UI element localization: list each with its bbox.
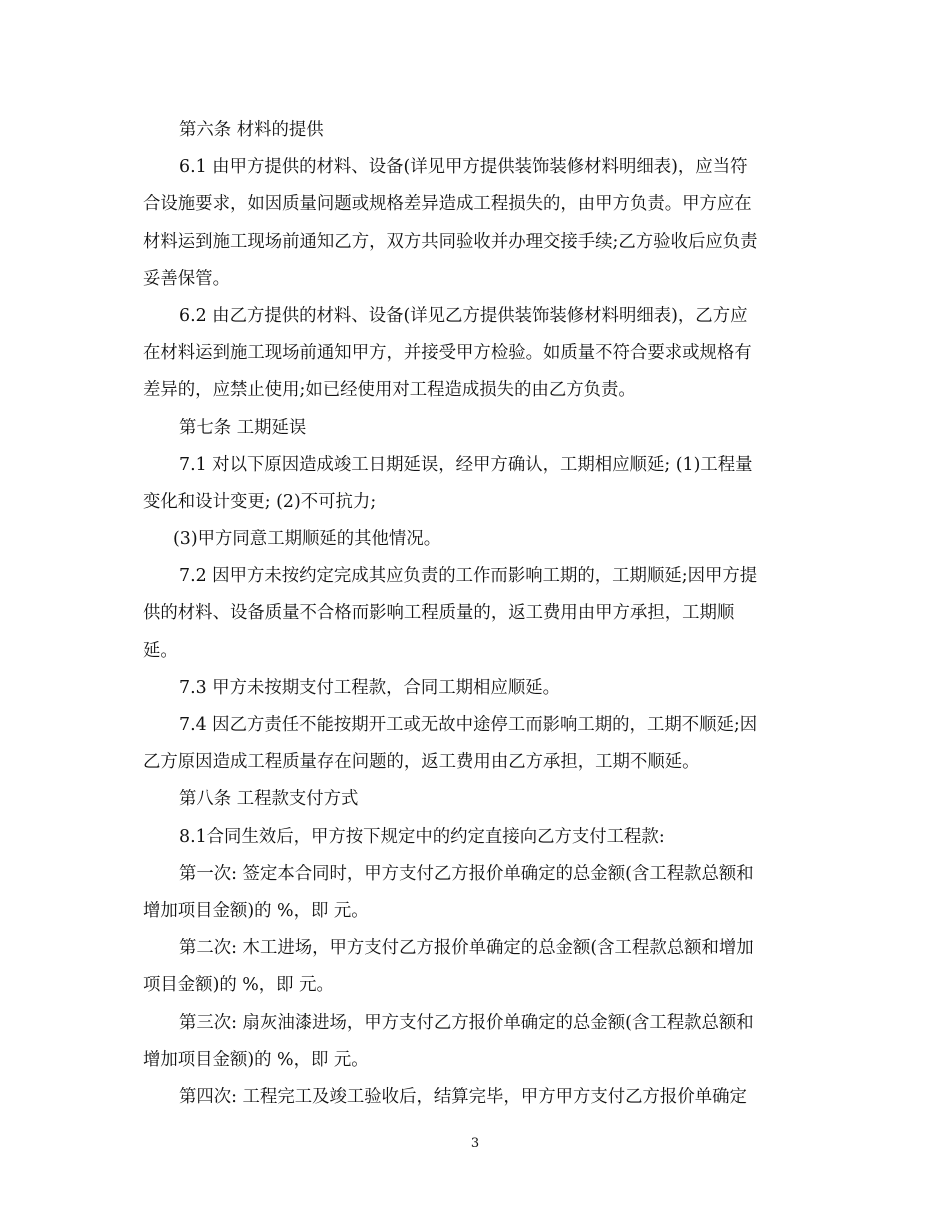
clause-7-1-line-2: 变化和设计变更; (2)不可抗力; (143, 491, 377, 512)
clause-6-1-line-3: 材料运到施工现场前通知乙方，双方共同验收并办理交接手续;乙方验收后应负责 (143, 231, 758, 252)
clause-8-1-line-1: 8.1合同生效后，甲方按下规定中的约定直接向乙方支付工程款: (179, 826, 665, 847)
document-body (143, 112, 807, 1116)
payment-second-line-1: 第二次: 木工进场，甲方支付乙方报价单确定的总金额(含工程款总额和增加 (179, 938, 754, 959)
payment-fourth-line-1: 第四次: 工程完工及竣工验收后，结算完毕，甲方甲方支付乙方报价单确定 (179, 1086, 747, 1107)
clause-6-1-line-4: 妥善保管。 (143, 268, 230, 289)
clause-7-1-line-3: (3)甲方同意工期顺延的其他情况。 (173, 529, 442, 550)
clause-6-2-line-3: 差异的，应禁止使用;如已经使用对工程造成损失的由乙方负责。 (143, 380, 636, 401)
clause-7-4-line-1: 7.4 因乙方责任不能按期开工或无故中途停工而影响工期的，工期不顺延;因 (179, 715, 758, 735)
clause-7-2-line-1: 7.2 因甲方未按约定完成其应负责的工作而影响工期的，工期顺延;因甲方提 (179, 566, 758, 587)
clause-7-4-line-2: 乙方原因造成工程质量存在问题的，返工费用由乙方承担，工期不顺延。 (143, 752, 700, 773)
clause-7-2-line-3: 延。 (143, 640, 178, 661)
clause-6-1-line-1: 6.1 由甲方提供的材料、设备(详见甲方提供装饰装修材料明细表)，应当符 (179, 157, 748, 178)
section-heading-article-6: 第六条 材料的提供 (179, 120, 324, 140)
payment-first-line-1: 第一次: 签定本合同时，甲方支付乙方报价单确定的总金额(含工程款总额和 (179, 863, 754, 884)
section-heading-article-7: 第七条 工期延误 (179, 417, 307, 438)
payment-third-line-1: 第三次: 扇灰油漆进场，甲方支付乙方报价单确定的总金额(含工程款总额和 (179, 1012, 754, 1033)
clause-6-2-line-2: 在材料运到施工现场前通知甲方，并接受甲方检验。如质量不符合要求或规格有 (143, 343, 752, 364)
section-heading-article-8: 第八条 工程款支付方式 (179, 789, 359, 810)
clause-7-2-line-2: 供的材料、设备质量不合格而影响工程质量的，返工费用由甲方承担，工期顺 (143, 603, 735, 624)
clause-6-2-line-1: 6.2 由乙方提供的材料、设备(详见乙方提供装饰装修材料明细表)，乙方应 (179, 305, 748, 326)
payment-second-line-2: 项目金额)的 %，即 元。 (143, 975, 334, 996)
page-number: 3 (470, 1136, 480, 1151)
clause-7-3-line-1: 7.3 甲方未按期支付工程款，合同工期相应顺延。 (179, 677, 560, 698)
payment-third-line-2: 增加项目金额)的 %，即 元。 (143, 1049, 369, 1070)
payment-first-line-2: 增加项目金额)的 %，即 元。 (143, 900, 369, 921)
clause-6-1-line-2: 合设施要求，如因质量问题或规格差异造成工程损失的，由甲方负责。甲方应在 (143, 194, 752, 215)
clause-7-1-line-1: 7.1 对以下原因造成竣工日期延误，经甲方确认，工期相应顺延; (1)工程量 (179, 454, 753, 475)
